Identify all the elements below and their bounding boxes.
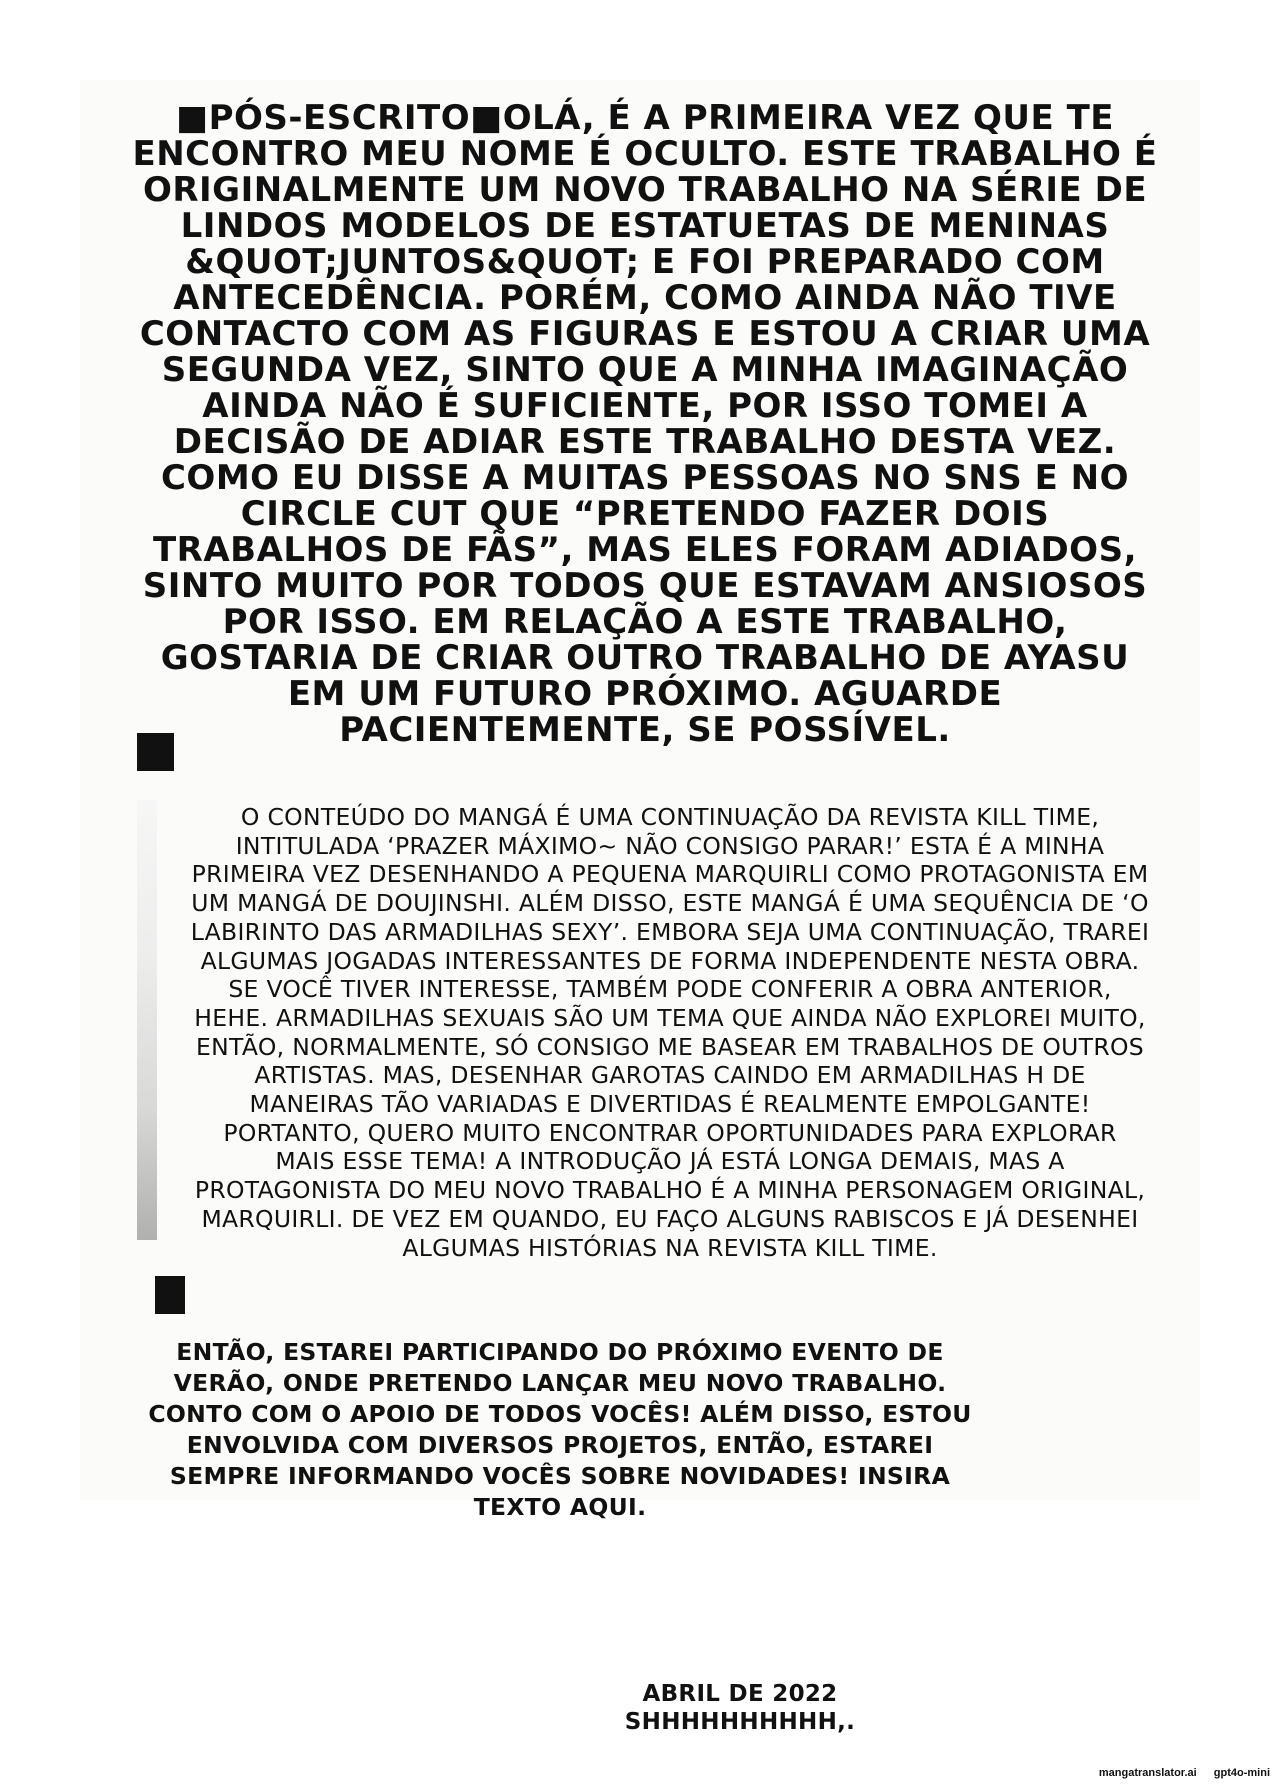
scan-smudge <box>137 800 157 1240</box>
signature-name: SHHHHHHHHHH,. <box>624 1709 856 1735</box>
signature-date: ABRIL DE 2022 <box>642 1681 838 1707</box>
footer-site: mangatranslator.ai <box>1098 1767 1197 1779</box>
event-paragraph: ENTÃO, ESTAREI PARTICIPANDO DO PRÓXIMO EVENTO DE VERÃO, ONDE PRETENDO LANÇAR MEU NOVO TRABALHO. CONTO COM O APOIO DE TODOS VOCÊS! ALÉM DISSO, ESTOU ENVOLVIDA COM DIVERSOS PROJETOS, ENTÃO, ESTAREI SEMPRE INFORMANDO VOCÊS SOBRE NOVIDADES! INSIRA TEXTO AQUI. <box>148 1338 972 1521</box>
manga-content-paragraph: O CONTEÚDO DO MANGÁ É UMA CONTINUAÇÃO DA REVISTA KILL TIME, INTITULADA ‘PRAZER MÁXIMO~ NÃO CONSIGO PARAR!’ ESTA É A MINHA PRIMEIRA VEZ DESENHANDO A PEQUENA MARQUIRLI COMO PROTAGONISTA EM UM MANGÁ DE DOUJINSHI. ALÉM DISSO, ESTE MANGÁ É UMA SEQUÊNCIA DE ‘O LABIRINTO DAS ARMADILHAS SEXY’. EMBORA SEJA UMA CONTINUAÇÃO, TRAREI ALGUMAS JOGADAS INTERESSANTES DE FORMA INDEPENDENTE NESTA OBRA. SE VOCÊ TIVER INTERESSE, TAMBÉM PODE CONFERIR A OBRA ANTERIOR, HEHE. ARMADILHAS SEXUAIS SÃO UM TEMA QUE AINDA NÃO EXPLOREI MUITO, ENTÃO, NORMALMENTE, SÓ CONSIGO ME BASEAR EM TRABALHOS DE OUTROS ARTISTAS. MAS, DESENHAR GAROTAS CAINDO EM ARMADILHAS H DE MANEIRAS TÃO VARIADAS E DIVERTIDAS É REALMENTE EMPOLGANTE! PORTANTO, QUERO MUITO ENCONTRAR OPORTUNIDADES PARA EXPLORAR MAIS ESSE TEMA! A INTRODUÇÃO JÁ ESTÁ LONGA DEMAIS, MAS A PROTAGONISTA DO MEU NOVO TRABALHO É A MINHA PERSONAGEM ORIGINAL, MARQUIRLI. DE VEZ EM QUANDO, EU FAÇO ALGUNS RABISCOS E JÁ DESENHEI ALGUMAS HISTÓRIAS NA REVISTA KILL TIME. <box>190 803 1150 1262</box>
black-square-marker <box>137 733 174 771</box>
black-square-marker <box>155 1276 185 1314</box>
postscript-paragraph: ■PÓS-ESCRITO■OLÁ, É A PRIMEIRA VEZ QUE TE ENCONTRO MEU NOME É OCULTO. ESTE TRABALHO É ORIGINALMENTE UM NOVO TRABALHO NA SÉRIE DE LINDOS MODELOS DE ESTATUETAS DE MENINAS &QUOT;JUNTOS&QUOT; E FOI PREPARADO COM ANTECEDÊNCIA. PORÉM, COMO AINDA NÃO TIVE CONTACTO COM AS FIGURAS E ESTOU A CRIAR UMA SEGUNDA VEZ, SINTO QUE A MINHA IMAGINAÇÃO AINDA NÃO É SUFICIENTE, POR ISSO TOMEI A DECISÃO DE ADIAR ESTE TRABALHO DESTA VEZ. COMO EU DISSE A MUITAS PESSOAS NO SNS E NO CIRCLE CUT QUE “PRETENDO FAZER DOIS TRABALHOS DE FÃS”, MAS ELES FORAM ADIADOS, SINTO MUITO POR TODOS QUE ESTAVAM ANSIOSOS POR ISSO. EM RELAÇÃO A ESTE TRABALHO, GOSTARIA DE CRIAR OUTRO TRABALHO DE AYASU EM UM FUTURO PRÓXIMO. AGUARDE PACIENTEMENTE, SE POSSÍVEL. <box>132 98 1158 750</box>
watermark-footer <box>1085 1767 1270 1779</box>
footer-model: gpt4o-mini <box>1213 1767 1270 1779</box>
signature <box>620 1680 860 1736</box>
